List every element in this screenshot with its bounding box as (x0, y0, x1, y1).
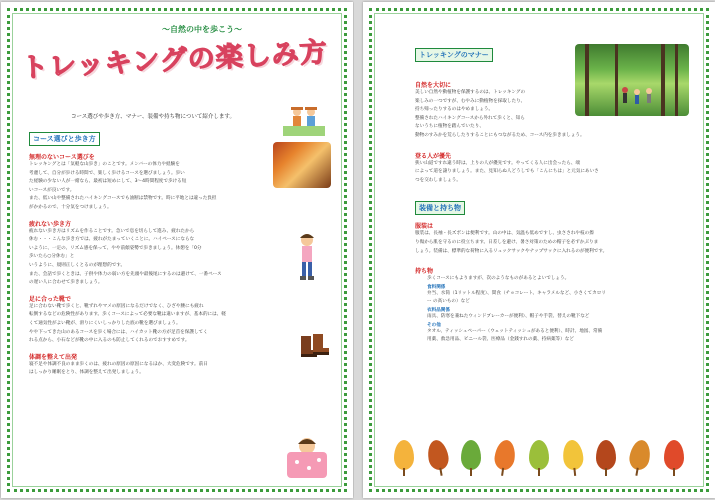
text-line: つを交わしましょう。 (415, 177, 461, 183)
text-line: はしっかり睡眠をとり、体調を整えて出発しましょう。 (29, 370, 144, 376)
paragraph-clothing (415, 230, 695, 256)
autumn-stream-photo (273, 142, 331, 188)
list-item: タオル、ティッシュペーパー（ウェットティッシュがあると便利）、時計、地図、常備 (427, 328, 603, 334)
text-line: 足に合わない靴で歩くと、靴ずれやマメの原因になるだけでなく、ひざや腰にも疲れ (29, 303, 204, 309)
subheading-health: 体調を整えて出発 (29, 353, 78, 361)
paragraph-course-choice (29, 161, 239, 213)
paragraph-nature (415, 89, 585, 141)
leaf-icon (561, 439, 584, 471)
paragraph-health (29, 361, 299, 378)
text-line: くて通気性がよい靴が、滑りにくいしっかりした底の靴を選びましょう。 (29, 320, 181, 326)
text-line: がかかるので、十分気をつけましょう。 (29, 204, 112, 210)
subheading-belongings: 持ち物 (415, 268, 434, 276)
text-line: り傷から肌を守るのに役立ちます。日差しを避け、暑さ対策のための帽子を必ずかぶりま (415, 239, 599, 245)
page-2-content (383, 20, 695, 480)
subheading-clothing: 服装は (415, 223, 434, 231)
text-line: いコースが良いです。 (29, 187, 75, 193)
text-line: の遅い人に合わせて歩きましょう。 (29, 280, 103, 286)
page-gap (354, 0, 363, 500)
intro-text: コース選びや歩き方、マナー、装備や持ち物について紹介します。 (71, 114, 235, 120)
text-line: 歩いたら○分休む」と (29, 254, 75, 260)
text-line: 考慮して、自分が歩ける時間で、楽しく歩けるコースを選びましょう。歩い (29, 170, 185, 176)
subheading-nature: 自然を大切に (415, 82, 452, 89)
text-line: 転倒するなどの危険性があります。歩くコースによって必要な靴は違いますが、基本的には、軽 (29, 312, 226, 318)
paragraph-walking (29, 228, 253, 288)
text-line: いうように、規則正しくとるのが理想的です。 (29, 262, 126, 268)
page-1 (1, 2, 353, 498)
text-line: トレッキングとは「気軽な山歩き」のことです。メンバーの体力や経験を (29, 162, 180, 167)
list-item: 雨具、防寒を兼ねたウィンドブレーカーが便利）、帽子や手袋、替えの靴下など (427, 313, 590, 319)
walking-girl-clipart (293, 232, 321, 282)
text-line: 休む・・・こんな歩き方では、疲れがたまっていくことに。ハイペースにならな (29, 237, 195, 243)
subheading-walking: 疲れない歩き方 (29, 220, 72, 228)
leaf-icon (493, 439, 517, 471)
page-2 (363, 2, 715, 498)
list-label-food: 食料関係 (427, 284, 446, 290)
page-subtitle: 〜自然の中を歩こう〜 (162, 25, 242, 34)
section-heading: コース選びと歩き方 (29, 132, 100, 146)
list-item: ー の高いもの）など (427, 299, 470, 305)
sleeping-child-clipart (283, 436, 331, 480)
list-label-clothing: 衣料品関係 (427, 307, 450, 313)
forest-hikers-photo (575, 44, 689, 116)
paragraph-shoes (29, 303, 279, 346)
text-line: れる点から、小石などが靴の中に入るのも防止してくれるのでおすすめです。 (29, 338, 190, 344)
leaf-icon (425, 438, 450, 471)
list-item: 弁当、水筒（1リットル程度）、間食（チョコレート、キャラメルなど、小さくてカロリ (427, 290, 606, 296)
text-line: 楽しみの一つですが、むやみに動植物を採取したり、 (415, 98, 526, 104)
leaf-icon (394, 440, 414, 470)
section-heading-equipment: 装備と持ち物 (415, 201, 465, 215)
text-line: 寝不足や体調不良のまま歩くのは、疲れの原因の原因になるほか、大変危険です。前日 (29, 361, 208, 367)
text-line: 疲れない歩き方はリズムを作ることです。急いで息を切らして進み、疲れたから (29, 228, 195, 234)
text-line: た経験の少ない人が一緒なら、最初は短めにして、3～4時間程度で歩ける短 (29, 179, 187, 185)
subheading-uphill-priority: 登る人が優先 (415, 152, 452, 160)
autumn-leaves-decoration (387, 422, 691, 470)
text-line: 動物のすみかを荒らしたりすることにもつながるため、コース内を歩きましょう。 (415, 132, 585, 138)
text-line: 持ち帰ったりするのはやめましょう。 (415, 107, 494, 113)
text-line: 狭い山道ですれ違う時は、上りの人が優先です。やってくる人に出会ったら、端 (415, 160, 581, 166)
subheading-shoes: 足に合った靴で (29, 295, 72, 303)
boots-clipart (299, 332, 331, 358)
leaf-icon (461, 440, 481, 470)
text-line: また、会話で歩くときは、子供や体力の弱い方を先頭や最後尾にするのは避けて、一番ペース (29, 271, 222, 277)
text-line: また、低い山や整備されたハイキングコースでも油断は禁物です。時に平地とは違った負担 (29, 196, 217, 202)
text-line: しょう。装備は、標準的な荷物に入るリュックサックやナップサックに入れるのが便利です。 (415, 248, 608, 254)
section-heading: トレッキングのマナー (415, 48, 493, 62)
leaf-icon (664, 440, 684, 470)
leaf-icon (529, 440, 549, 470)
text-line: 美しい自然や動植物を保護するのは、トレッキングの (415, 90, 526, 95)
page-1-content (21, 20, 333, 480)
list-item: 用薬、救急用品、ビニール袋、医療品（金銭すれの薬、持病薬等）など (427, 337, 574, 343)
leaf-icon (596, 440, 616, 470)
page-title: トレッキングの楽しみ方 (20, 36, 329, 84)
leaf-icon (628, 438, 653, 471)
belongings-intro: 歩くコースにもよりますが、次のようなものがあるとよいでしょう。 (427, 276, 570, 282)
paragraph-uphill-priority (415, 160, 695, 186)
text-line: 服装は、長袖・長ズボンは便利です。山の中は、気温も低めですし、虫さされや枝の擦 (415, 231, 594, 237)
subheading-course-choice: 無理のないコース選びを (29, 154, 95, 161)
text-line: によって道を譲りましょう。また、見知らぬ人どうしでも「こんにちは」と元気にあいさ (415, 169, 599, 175)
text-line: ないうちに植物を踏んでいたり、 (415, 124, 484, 130)
text-line: 整備されたハイキングコースから外れて歩くと、知ら (415, 115, 525, 121)
text-line: いように、一定の、リズム感を保って、やや前傾姿勢で歩きましょう。休憩を「0分 (29, 245, 202, 251)
text-line: やや下ってきた山のあるコースを歩く場合には、ハイカット靴の方が足首を保護してく (29, 329, 208, 335)
list-label-other: その他 (427, 322, 441, 328)
